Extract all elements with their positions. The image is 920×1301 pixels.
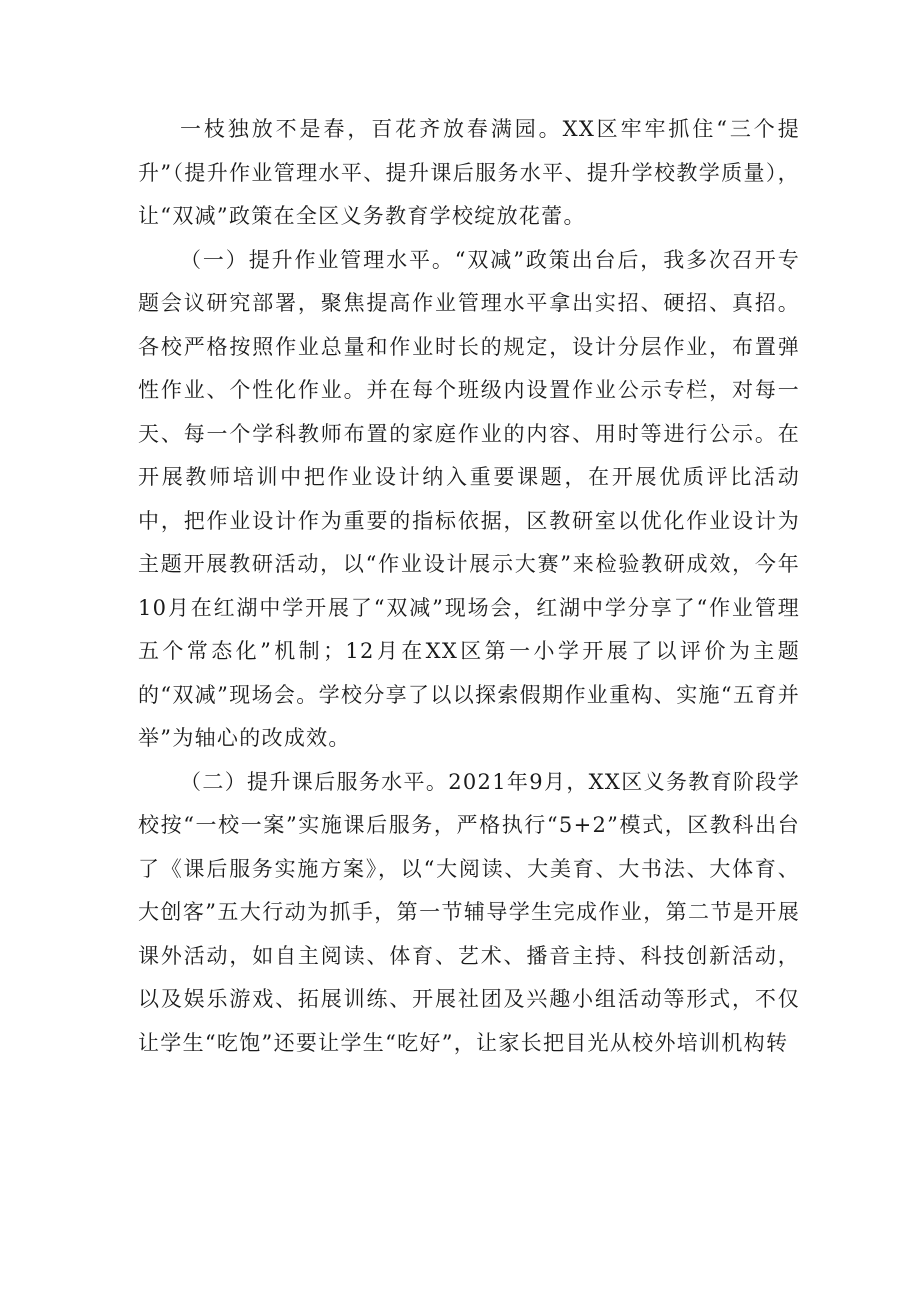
- paragraph-homework-management: （一）提升作业管理水平。“双减”政策出台后，我多次召开专题会议研究部署，聚焦提高作业管理水平拿出实招、硬招、真招。各校严格按照作业总量和作业时长的规定，设计分层作业，布置弹性作业、个性化作业。并在每个班级内设置作业公示专栏，对每一天、每一个学科教师布置的家庭作业的内容、用时等进行公示。在开展教师培训中把作业设计纳入重要课题，在开展优质评比活动中，把作业设计作为重要的指标依据，区教研室以优化作业设计为主题开展教研活动，以“作业设计展示大赛”来检验教研成效，今年10月在红湖中学开展了“双减”现场会，红湖中学分享了“作业管理五个常态化”机制；12月在XX区第一小学开展了以评价为主题的“双减”现场会。学校分享了以以探索假期作业重构、实施“五育并举”为轴心的改成效。: [138, 247, 800, 750]
- document-body: [138, 108, 800, 1065]
- paragraph-intro: 一枝独放不是春，百花齐放春满园。XX区牢牢抓住“三个提升”（提升作业管理水平、提升课后服务水平、提升学校教学质量），让“双减”政策在全区义务教育学校绽放花蕾。: [138, 117, 800, 228]
- paragraph-after-school-service: （二）提升课后服务水平。2021年9月，XX区义务教育阶段学校按“一校一案”实施课后服务，严格执行“5+2”模式，区教科出台了《课后服务实施方案》，以“大阅读、大美育、大书法、大体育、大创客”五大行动为抓手，第一节辅导学生完成作业，第二节是开展课外活动，如自主阅读、体育、艺术、播音主持、科技创新活动，以及娱乐游戏、拓展训练、开展社团及兴趣小组活动等形式，不仅让学生“吃饱”还要让学生“吃好”，让家长把目光从校外培训机构转: [138, 769, 800, 1055]
